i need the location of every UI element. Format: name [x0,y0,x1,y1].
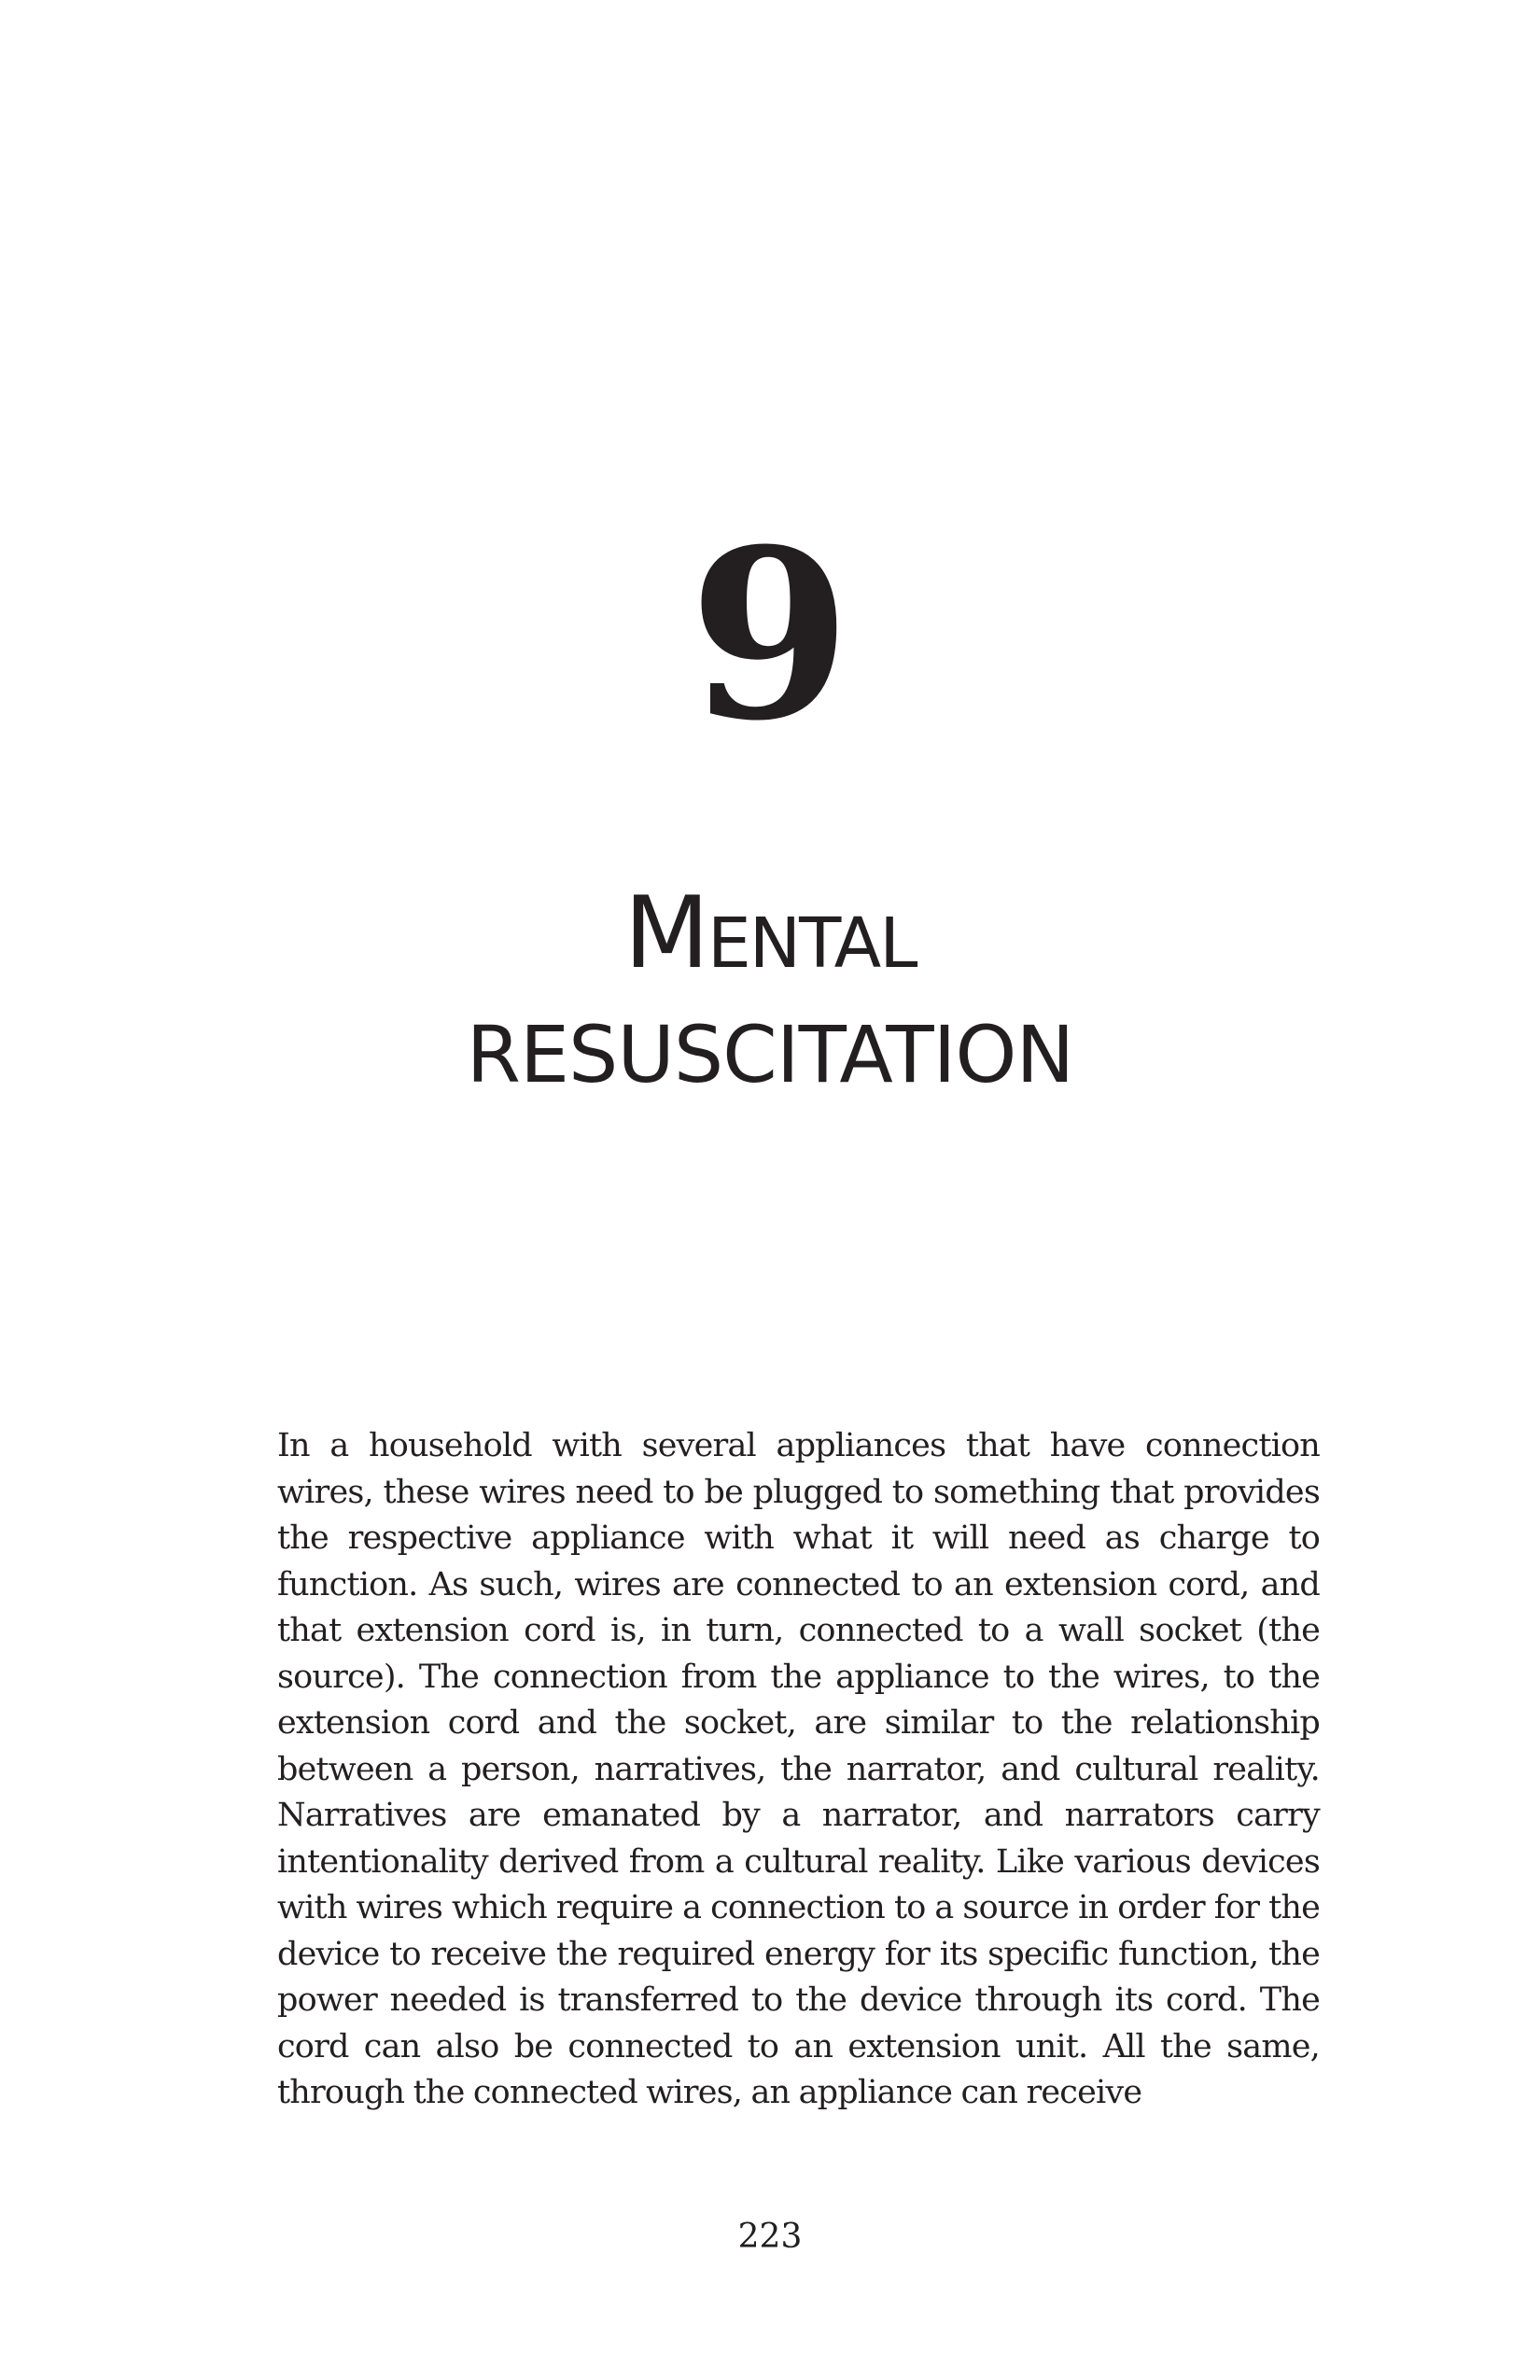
page-number: 223 [737,2218,803,2256]
chapter-title [0,863,1540,1106]
chapter-number: 9 [689,497,851,772]
body-paragraph: In a household with several appliances that have connection wires, these wires need to be plugged to something that provides the respective appliance with what it will need as charge to function. As such, wires are connected to an extension cord, and that extension cord is, in turn, connected to a wall socket (the source). The connection from the appliance to the wires, to the extension cord and the socket, are similar to the relationship between a person, narratives, the narrator, and cultural reality. Narratives are emanated by a narrator, and narrators carry intentionality derived from a cultural reality. Like various devices with wires which require a connection to a source in order for the device to receive the required energy for its specific function, the power needed is transferred to the device through its cord. The cord can also be connected to an extension unit. All the same, through the connected wires, an appliance can receive [277,1427,1320,2111]
chapter-title-line-1: Mental [623,875,917,990]
chapter-title-line-2: RESUSCITATION [466,1009,1074,1100]
